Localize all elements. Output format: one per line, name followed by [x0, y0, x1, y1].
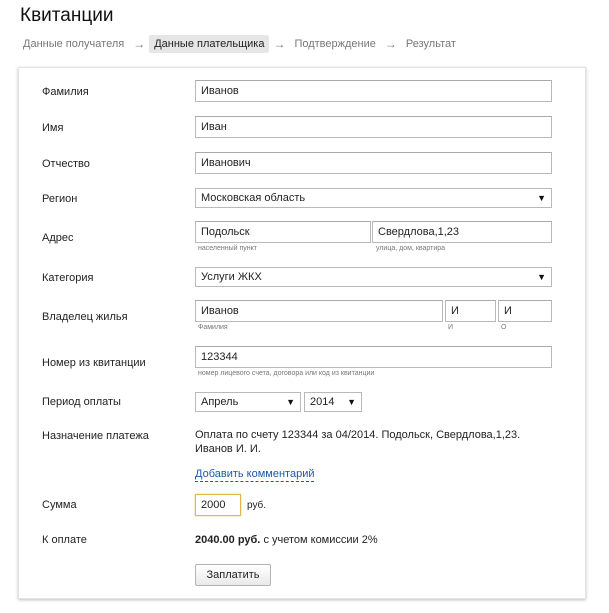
arrow-right-icon: → — [273, 37, 286, 51]
add-comment-link[interactable]: Добавить комментарий — [195, 468, 315, 480]
owner-surname-hint: Фамилия — [198, 324, 228, 331]
month-value: Апрель — [201, 396, 239, 408]
purpose-text — [195, 428, 565, 456]
owner-patronymic-hint: О — [501, 324, 507, 331]
owner-label: Владелец жилья — [42, 311, 128, 323]
surname-input[interactable]: Иванов — [195, 80, 552, 102]
year-select[interactable] — [304, 392, 362, 412]
payer-form — [18, 67, 586, 599]
page-title: Квитанции — [20, 5, 114, 26]
step-payer[interactable]: Данные плательщика — [149, 35, 269, 53]
surname-label: Фамилия — [42, 86, 89, 98]
owner-patronymic-initial-input[interactable]: И — [498, 300, 552, 322]
wizard-steps — [18, 34, 461, 54]
receipt-number-input[interactable]: 123344 — [195, 346, 552, 368]
category-select[interactable] — [195, 267, 552, 287]
region-value: Московская область — [201, 192, 306, 204]
to-pay-amount: 2040.00 руб. — [195, 534, 261, 546]
arrow-right-icon: → — [133, 37, 146, 51]
to-pay-note: с учетом комиссии 2% — [263, 534, 378, 546]
name-input[interactable]: Иван — [195, 116, 552, 138]
caret-down-icon: ▼ — [286, 397, 295, 407]
city-input[interactable]: Подольск — [195, 221, 371, 243]
year-value: 2014 — [310, 396, 335, 408]
sum-input[interactable]: 2000 — [195, 494, 241, 516]
receipt-number-hint: номер лицевого счета, договора или код из квитанции — [198, 370, 375, 377]
to-pay-label: К оплате — [42, 534, 87, 546]
period-label: Период оплаты — [42, 396, 121, 408]
caret-down-icon: ▼ — [347, 397, 356, 407]
purpose-line-1: Оплата по счету 123344 за 04/2014. Подольск, Свердлова,1,23. — [195, 429, 521, 441]
street-hint: улица, дом, квартира — [376, 245, 446, 252]
region-select[interactable] — [195, 188, 552, 208]
purpose-label: Назначение платежа — [42, 430, 149, 442]
patronymic-label: Отчество — [42, 158, 90, 170]
step-result[interactable]: Результат — [405, 38, 456, 50]
name-label: Имя — [42, 122, 64, 134]
category-label: Категория — [42, 272, 94, 284]
category-value: Услуги ЖКХ — [201, 271, 262, 283]
purpose-line-2: Иванов И. И. — [195, 443, 261, 455]
caret-down-icon: ▼ — [537, 193, 546, 203]
address-label: Адрес — [42, 232, 74, 244]
arrow-right-icon: → — [384, 37, 397, 51]
month-select[interactable] — [195, 392, 301, 412]
receipt-number-label: Номер из квитанции — [42, 357, 146, 369]
owner-name-hint: И — [448, 324, 454, 331]
owner-surname-input[interactable]: Иванов — [195, 300, 443, 322]
pay-button[interactable]: Заплатить — [195, 564, 271, 586]
street-input[interactable]: Свердлова,1,23 — [372, 221, 552, 243]
region-label: Регион — [42, 193, 78, 205]
caret-down-icon: ▼ — [537, 272, 546, 282]
currency-label: руб. — [247, 500, 267, 511]
owner-name-initial-input[interactable]: И — [445, 300, 496, 322]
to-pay-value — [195, 533, 378, 547]
patronymic-input[interactable]: Иванович — [195, 152, 552, 174]
city-hint: населенный пункт — [198, 245, 258, 252]
step-confirmation[interactable]: Подтверждение — [294, 38, 376, 50]
sum-label: Сумма — [42, 499, 77, 511]
step-recipient[interactable]: Данные получателя — [23, 38, 125, 50]
